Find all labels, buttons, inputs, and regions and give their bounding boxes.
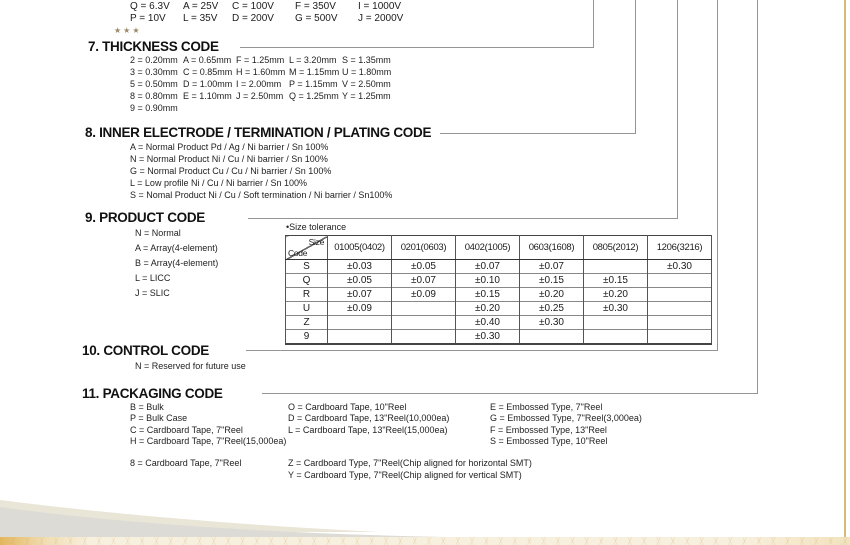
electrode-code-item: S = Nomal Product Ni / Cu / Soft termination / Ni barrier / Sn100% bbox=[130, 190, 393, 200]
tolerance-value-cell: ±0.15 bbox=[456, 288, 520, 302]
packaging-code-item: Y = Cardboard Type, 7"Reel(Chip aligned for vertical SMT) bbox=[288, 469, 522, 480]
thickness-code-item: 3 = 0.30mm bbox=[130, 67, 178, 77]
thickness-code-item: P = 1.15mm bbox=[289, 79, 338, 89]
thickness-code-item: S = 1.35mm bbox=[342, 55, 391, 65]
packaging-code-item: C = Cardboard Tape, 7"Reel bbox=[130, 424, 243, 435]
table-row bbox=[286, 330, 712, 345]
tolerance-value-cell bbox=[584, 260, 648, 274]
voltage-code-item: G = 500V bbox=[295, 13, 338, 24]
thickness-code-item: D = 1.00mm bbox=[183, 79, 233, 89]
tolerance-value-cell: ±0.30 bbox=[520, 316, 584, 330]
rule-control bbox=[246, 350, 718, 351]
tolerance-value-cell bbox=[584, 330, 648, 345]
section-heading-packaging: 11. PACKAGING CODE bbox=[82, 386, 228, 401]
voltage-code-item: C = 100V bbox=[232, 1, 274, 12]
thickness-code-item: 5 = 0.50mm bbox=[130, 79, 178, 89]
packaging-column-1 bbox=[130, 402, 286, 470]
tolerance-value-cell: ±0.20 bbox=[584, 288, 648, 302]
tolerance-value-cell bbox=[392, 302, 456, 316]
tolerance-value-cell: ±0.20 bbox=[456, 302, 520, 316]
thickness-code-item: A = 0.65mm bbox=[183, 55, 232, 65]
packaging-column-3 bbox=[490, 402, 642, 447]
tolerance-value-cell bbox=[648, 288, 712, 302]
packaging-code-item: B = Bulk bbox=[130, 402, 164, 412]
tolerance-value-cell: ±0.30 bbox=[456, 330, 520, 345]
thickness-code-item: H = 1.60mm bbox=[236, 67, 286, 77]
thickness-code-item: 8 = 0.80mm bbox=[130, 91, 178, 101]
tolerance-value-cell: ±0.05 bbox=[392, 260, 456, 274]
tolerance-value-cell: ±0.09 bbox=[392, 288, 456, 302]
tolerance-value-cell bbox=[648, 302, 712, 316]
product-code-item: B = Array(4-element) bbox=[135, 258, 219, 268]
thickness-code-item: C = 0.85mm bbox=[183, 67, 233, 77]
tolerance-value-cell bbox=[392, 330, 456, 345]
tolerance-code-cell: S bbox=[286, 260, 328, 274]
corner-label-code: Code bbox=[288, 248, 308, 258]
size-tolerance-caption: •Size tolerance bbox=[286, 222, 347, 232]
packaging-code-item: H = Cardboard Tape, 7"Reel(15,000ea) bbox=[130, 435, 287, 446]
control-code-note bbox=[135, 360, 246, 372]
table-column-header: 1206(3216) bbox=[648, 236, 712, 260]
table-row bbox=[286, 260, 712, 274]
electrode-code-list bbox=[130, 141, 392, 201]
tolerance-code-cell: R bbox=[286, 288, 328, 302]
table-column-header: 0805(2012) bbox=[584, 236, 648, 260]
thickness-code-item: M = 1.15mm bbox=[289, 67, 340, 77]
section-heading-electrode: 8. INNER ELECTRODE / TERMINATION / PLATING CODE bbox=[85, 125, 436, 140]
tolerance-value-cell bbox=[328, 316, 392, 330]
voltage-code-item: I = 1000V bbox=[358, 1, 402, 12]
thickness-code-item: E = 1.10mm bbox=[183, 91, 232, 101]
electrode-code-item: A = Normal Product Pd / Ag / Ni barrier / Sn 100% bbox=[130, 142, 329, 152]
voltage-code-item: A = 25V bbox=[183, 1, 219, 12]
packaging-code-item: P = Bulk Case bbox=[130, 413, 188, 424]
table-corner-cell bbox=[286, 236, 328, 260]
rule-packaging bbox=[262, 393, 758, 394]
table-column-header: 0603(1608) bbox=[520, 236, 584, 260]
thickness-code-item: 9 = 0.90mm bbox=[130, 103, 178, 113]
packaging-code-item bbox=[288, 447, 532, 458]
footer-pattern-band bbox=[0, 537, 850, 545]
packaging-code-item: L = Cardboard Tape, 13"Reel(15,000ea) bbox=[288, 424, 448, 435]
packaging-code-item: 8 = Cardboard Tape, 7"Reel bbox=[130, 458, 242, 469]
product-code-item: N = Normal bbox=[135, 228, 181, 238]
tolerance-value-cell: ±0.03 bbox=[328, 260, 392, 274]
packaging-code-item: S = Embossed Type, 10"Reel bbox=[490, 435, 608, 446]
table-column-header: 01005(0402) bbox=[328, 236, 392, 260]
leader-line-packaging bbox=[757, 0, 758, 393]
page-edge-gold-line bbox=[844, 0, 846, 537]
rule-product bbox=[248, 218, 678, 219]
footnote-stars: ★★★ bbox=[114, 26, 142, 35]
voltage-code-row bbox=[130, 1, 401, 12]
product-code-item: L = LICC bbox=[135, 273, 171, 283]
electrode-code-item: N = Normal Product Ni / Cu / Ni barrier / Sn 100% bbox=[130, 154, 328, 164]
packaging-code-item: G = Embossed Type, 7"Reel(3,000ea) bbox=[490, 413, 642, 424]
leader-line-control bbox=[717, 0, 718, 350]
rule-thickness bbox=[240, 47, 594, 48]
tolerance-value-cell bbox=[648, 316, 712, 330]
packaging-code-item: F = Embossed Type, 13"Reel bbox=[490, 424, 607, 435]
product-code-item: A = Array(4-element) bbox=[135, 243, 218, 253]
size-tolerance-table bbox=[285, 235, 712, 345]
table-row bbox=[286, 288, 712, 302]
voltage-code-item: F = 350V bbox=[295, 1, 336, 12]
thickness-code-item: L = 3.20mm bbox=[289, 55, 337, 65]
thickness-code-item: V = 2.50mm bbox=[342, 79, 391, 89]
table-column-header: 0201(0603) bbox=[392, 236, 456, 260]
tolerance-value-cell: ±0.07 bbox=[328, 288, 392, 302]
thickness-column-1 bbox=[130, 54, 178, 114]
leader-line-product bbox=[677, 0, 678, 218]
electrode-code-item: G = Normal Product Cu / Cu / Ni barrier / Sn 100% bbox=[130, 166, 332, 176]
voltage-code-row bbox=[130, 13, 403, 24]
table-row bbox=[286, 316, 712, 330]
section-heading-thickness: 7. THICKNESS CODE bbox=[88, 39, 224, 54]
tolerance-code-cell: Q bbox=[286, 274, 328, 288]
thickness-column-4 bbox=[289, 54, 339, 102]
product-code-list bbox=[135, 226, 218, 301]
tolerance-value-cell: ±0.15 bbox=[584, 274, 648, 288]
tolerance-value-cell: ±0.20 bbox=[520, 288, 584, 302]
voltage-code-item: D = 200V bbox=[232, 13, 274, 24]
tolerance-code-cell: Z bbox=[286, 316, 328, 330]
section-heading-control: 10. CONTROL CODE bbox=[82, 343, 214, 358]
electrode-code-item: L = Low profile Ni / Cu / Ni barrier / Sn 100% bbox=[130, 178, 307, 188]
table-row bbox=[286, 274, 712, 288]
leader-line-thickness bbox=[593, 0, 594, 47]
tolerance-value-cell bbox=[392, 316, 456, 330]
table-header-row bbox=[286, 236, 712, 260]
thickness-code-item: F = 1.25mm bbox=[236, 55, 285, 65]
tolerance-value-cell bbox=[520, 330, 584, 345]
rule-electrode bbox=[440, 133, 636, 134]
thickness-column-5 bbox=[342, 54, 391, 102]
tolerance-value-cell: ±0.30 bbox=[648, 260, 712, 274]
control-code-item: N = Reserved for future use bbox=[135, 361, 246, 371]
tolerance-value-cell: ±0.07 bbox=[520, 260, 584, 274]
tolerance-value-cell: ±0.07 bbox=[392, 274, 456, 288]
tolerance-value-cell: ±0.15 bbox=[520, 274, 584, 288]
tolerance-value-cell: ±0.05 bbox=[328, 274, 392, 288]
product-code-item: J = SLIC bbox=[135, 288, 170, 298]
footer-swoosh-graphic bbox=[0, 498, 850, 538]
tolerance-value-cell: ±0.09 bbox=[328, 302, 392, 316]
tolerance-value-cell: ±0.10 bbox=[456, 274, 520, 288]
packaging-code-item bbox=[130, 447, 286, 458]
voltage-code-item: L = 35V bbox=[183, 13, 218, 24]
section-heading-product: 9. PRODUCT CODE bbox=[85, 210, 210, 225]
voltage-code-item: P = 10V bbox=[130, 13, 166, 24]
tolerance-value-cell: ±0.30 bbox=[584, 302, 648, 316]
packaging-code-item: O = Cardboard Tape, 10"Reel bbox=[288, 402, 407, 412]
tolerance-value-cell bbox=[328, 330, 392, 345]
leader-line-electrode bbox=[635, 0, 636, 133]
tolerance-value-cell bbox=[648, 274, 712, 288]
tolerance-value-cell: ±0.25 bbox=[520, 302, 584, 316]
voltage-code-item: Q = 6.3V bbox=[130, 1, 170, 12]
tolerance-value-cell bbox=[584, 316, 648, 330]
voltage-code-item: J = 2000V bbox=[358, 13, 404, 24]
packaging-code-item: Z = Cardboard Type, 7"Reel(Chip aligned for horizontal SMT) bbox=[288, 458, 532, 469]
table-row bbox=[286, 302, 712, 316]
packaging-code-item: E = Embossed Type, 7"Reel bbox=[490, 402, 603, 412]
tolerance-code-cell: U bbox=[286, 302, 328, 316]
table-column-header: 0402(1005) bbox=[456, 236, 520, 260]
thickness-code-item: U = 1.80mm bbox=[342, 67, 392, 77]
thickness-code-item: Y = 1.25mm bbox=[342, 91, 391, 101]
thickness-code-item: I = 2.00mm bbox=[236, 79, 282, 89]
thickness-code-item: J = 2.50mm bbox=[236, 91, 284, 101]
packaging-code-item: D = Cardboard Tape, 13"Reel(10,000ea) bbox=[288, 413, 450, 424]
thickness-column-2 bbox=[183, 54, 232, 102]
tolerance-value-cell: ±0.07 bbox=[456, 260, 520, 274]
tolerance-value-cell bbox=[648, 330, 712, 345]
corner-label-size: Size bbox=[308, 237, 324, 247]
thickness-column-3 bbox=[236, 54, 285, 102]
thickness-code-item: Q = 1.25mm bbox=[289, 91, 339, 101]
thickness-code-item: 2 = 0.20mm bbox=[130, 55, 178, 65]
tolerance-value-cell: ±0.40 bbox=[456, 316, 520, 330]
tolerance-code-cell: 9 bbox=[286, 330, 328, 345]
